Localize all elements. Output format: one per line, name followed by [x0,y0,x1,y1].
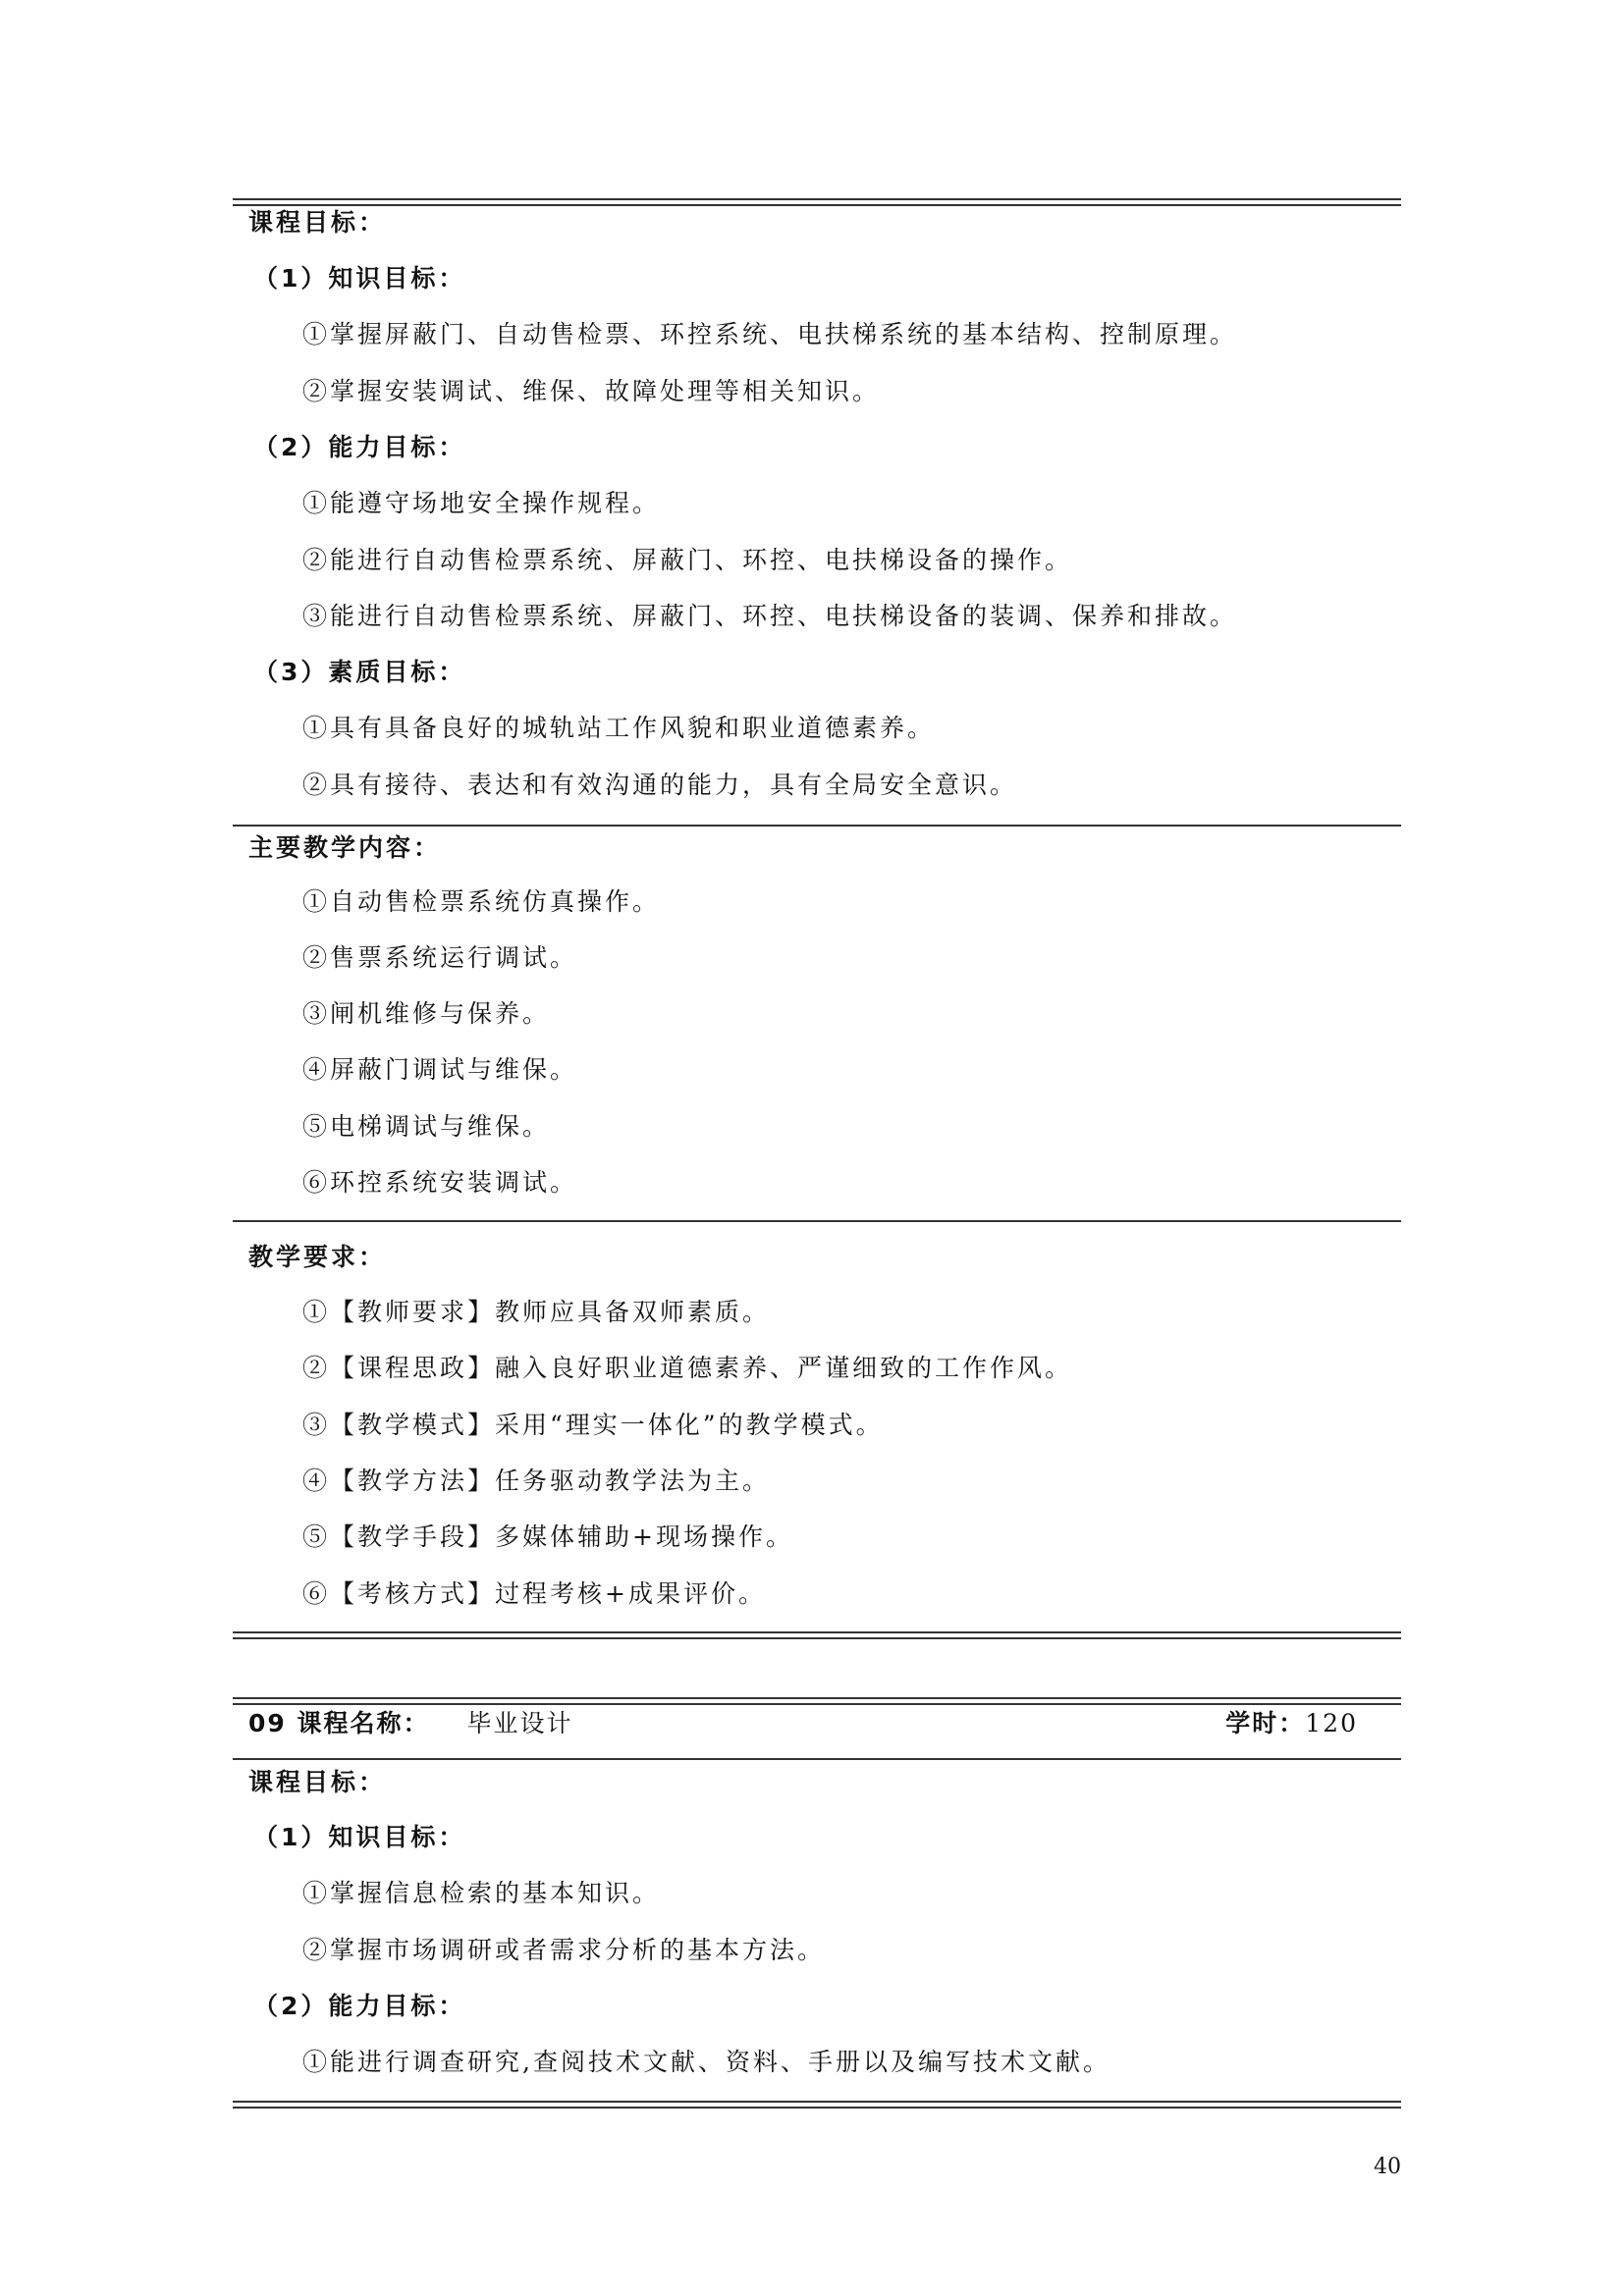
list-item: ⑤电梯调试与维保。 [302,1112,551,1141]
list-item: ①掌握屏蔽门、自动售检票、环控系统、电扶梯系统的基本结构、控制原理。 [302,320,1238,348]
list-item: ⑥【考核方式】过程考核+成果评价。 [302,1579,766,1608]
teaching-content-heading: 主要教学内容： [248,833,442,862]
table-top-border [233,1697,1401,1705]
list-item: ③能进行自动售检票系统、屏蔽门、环控、电扶梯设备的装调、保养和排故。 [302,602,1238,630]
list-item: ③闸机维修与保养。 [302,999,551,1028]
ability-goals-heading: （2）能力目标： [253,1992,466,2020]
list-item: ②具有接待、表达和有效沟通的能力，具有全局安全意识。 [302,771,1018,799]
quality-goals-heading: （3）素质目标： [253,658,466,686]
hours-value: 120 [1305,1709,1358,1737]
list-item: ④【教学方法】任务驱动教学法为主。 [302,1467,771,1495]
course-goals-heading: 课程目标： [248,208,387,237]
list-item: ⑤【教学手段】多媒体辅助+现场操作。 [302,1522,793,1551]
section-divider [233,1758,1401,1760]
list-item: ②能进行自动售检票系统、屏蔽门、环控、电扶梯设备的操作。 [302,546,1073,574]
list-item: ②售票系统运行调试。 [302,943,578,972]
page-number: 40 [1374,2155,1401,2179]
list-item: ①掌握信息检索的基本知识。 [302,1879,661,1907]
list-item: ②掌握市场调研或者需求分析的基本方法。 [302,1936,826,1964]
course-hours [1225,1708,1358,1739]
list-item: ①【教师要求】教师应具备双师素质。 [302,1298,771,1326]
course-name-value: 毕业设计 [466,1709,573,1737]
table-top-border [233,198,1401,206]
section-divider [233,825,1401,827]
list-item: ①自动售检票系统仿真操作。 [302,887,661,916]
course-title-row [248,1708,1358,1739]
list-item: ①能进行调查研究,查阅技术文献、资料、手册以及编写技术文献。 [302,2048,1110,2076]
list-item: ②【课程思政】融入良好职业道德素养、严谨细致的工作作风。 [302,1354,1073,1382]
table-bottom-border [233,2101,1401,2109]
list-item: ②掌握安装调试、维保、故障处理等相关知识。 [302,377,881,405]
list-item: ③【教学模式】采用“理实一体化”的教学模式。 [302,1411,884,1439]
knowledge-goals-heading: （1）知识目标： [253,264,466,293]
list-item: ①具有具备良好的城轨站工作风貌和职业道德素养。 [302,714,936,742]
knowledge-goals-heading: （1）知识目标： [253,1823,466,1851]
course-name-label: 09 课程名称： [248,1709,430,1737]
list-item: ④屏蔽门调试与维保。 [302,1055,578,1084]
teaching-requirements-heading: 教学要求： [248,1243,387,1271]
hours-label: 学时： [1225,1709,1306,1737]
section-divider [233,1220,1401,1222]
course-goals-heading: 课程目标： [248,1768,387,1796]
list-item: ⑥环控系统安装调试。 [302,1168,578,1197]
list-item: ①能遵守场地安全操作规程。 [302,489,661,517]
ability-goals-heading: （2）能力目标： [253,433,466,461]
table-bottom-border [233,1631,1401,1639]
